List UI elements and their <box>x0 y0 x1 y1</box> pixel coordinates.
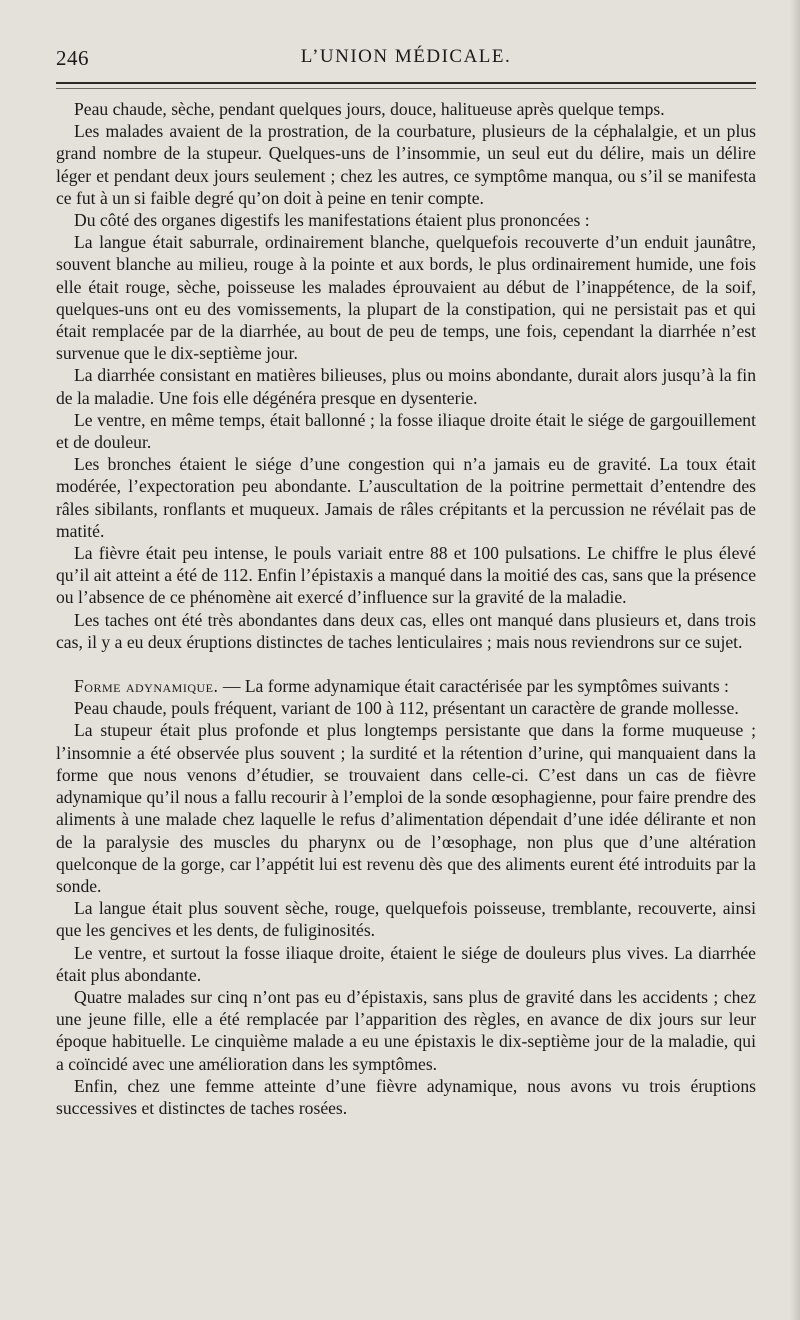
paragraph: Les bronches étaient le siége d’une congestion qui n’a jamais eu de gravité. La toux était modérée, l’expectoration peu abondante. L’auscultation de la poitrine permettait d’entendre des râles sibilants, ronflants et muqueux. Jamais de râles crépitants et la percussion ne révélait pas de matité. <box>56 454 756 541</box>
paragraph: Quatre malades sur cinq n’ont pas eu d’épistaxis, sans plus de gravité dans les accidents ; chez une jeune fille, elle a été remplacée par l’apparition des règles, en avance de dix jours sur leur époque habituelle. Le cinquième malade a eu une épistaxis le dix-septième jour de la maladie, qui a coïncidé avec une amélioration dans les symptômes. <box>56 986 756 1074</box>
paragraph: Les taches ont été très abondantes dans deux cas, elles ont manqué dans plusieurs et, dans trois cas, il y a eu deux éruptions distinctes de taches lenticulaires ; mais nous reviendrons sur ce sujet. <box>56 609 756 652</box>
header-rule <box>56 82 756 84</box>
body-text <box>56 98 756 1119</box>
paragraph: Le ventre, et surtout la fosse iliaque droite, étaient le siége de douleurs plus vives. La diarrhée était plus abondante. <box>56 942 756 985</box>
running-title: L’UNION MÉDICALE. <box>300 46 512 67</box>
page-number: 246 <box>56 46 89 70</box>
paragraph: La diarrhée consistant en matières bilieuses, plus ou moins abondante, durait alors jusqu’à la fin de la maladie. Une fois elle dégénéra presque en dysenterie. <box>56 365 756 408</box>
paragraph: Les malades avaient de la prostration, de la courbature, plusieurs de la céphalalgie, et un plus grand nombre de la stupeur. Quelques-uns de l’insommie, un seul eut du délire, mais un délire léger et pendant deux jours seulement ; chez les autres, ce symptôme manqua, ou s’il se manifesta ce fut à un si faible degré qu’on doit à peine en tenir compte. <box>56 121 756 208</box>
header-rule-thin <box>56 88 756 89</box>
section-paragraph <box>56 675 756 697</box>
paragraph: La fièvre était peu intense, le pouls variait entre 88 et 100 pulsations. Le chiffre le plus élevé qu’il ait atteint a été de 112. Enfin l’épistaxis a manqué dans la moitié des cas, sans que la présence ou l’absence de ce phénomène ait exercé d’influence sur la gravité de la maladie. <box>56 543 756 608</box>
section-intro: — La forme adynamique était caractérisée par les symptômes suivants : <box>218 676 729 697</box>
paragraph: La langue était plus souvent sèche, rouge, quelquefois poisseuse, tremblante, recouverte, ainsi que les gencives et les dents, de fuliginosités. <box>56 898 756 941</box>
paragraph: Peau chaude, pouls fréquent, variant de 100 à 112, présentant un caractère de grande mollesse. <box>74 698 739 719</box>
page-edge-shadow <box>790 0 800 1320</box>
paragraph: Le ventre, en même temps, était ballonné ; la fosse iliaque droite était le siége de gargouillement et de douleur. <box>56 409 756 453</box>
paragraph: La langue était saburrale, ordinairement blanche, quelquefois recouverte d’un enduit jaunâtre, souvent blanche au milieu, rouge à la pointe et aux bords, le plus ordinairement humide, une fois elle était rouge, sèche, poisseuse les malades éprouvaient au début de l’inappétence, de la soif, quelques-uns ont eu des vomissements, la plupart de la constipation, qui ne persistait pas et qui était remplacée par de la diarrhée, au bout de peu de temps, une fois, cependant la diarrhée n’est survenue que le dix-septième jour. <box>56 232 756 364</box>
paragraph: Enfin, chez une femme atteinte d’une fièvre adynamique, nous avons vu trois éruptions successives et distinctes de taches rosées. <box>56 1075 756 1118</box>
paragraph: La stupeur était plus profonde et plus longtemps persistante que dans la forme muqueuse ; l’insomnie a été observée plus souvent ; la surdité et la rétention d’urine, qui manquaient dans la forme que nous venons d’étudier, se trouvaient dans celle-ci. C’est dans un cas de fièvre adynamique qu’il nous a fallu recourir à l’emploi de la sonde œsophagienne, pour faire prendre des aliments à une malade chez laquelle le refus d’alimentation dépendait d’une idée délirante et non de la paralysie des muscles du pharynx ou de l’œsophage, non plus que d’une altération quelconque de la gorge, car l’appétit lui est revenu dès que des aliments eurent été introduits par la sonde. <box>56 720 756 896</box>
paragraph: Du côté des organes digestifs les manifestations étaient plus prononcées : <box>74 210 590 231</box>
section-heading: Forme adynamique. <box>74 676 219 697</box>
page-header <box>56 46 756 76</box>
paragraph: Peau chaude, sèche, pendant quelques jours, douce, halitueuse après quelque temps. <box>74 99 665 119</box>
